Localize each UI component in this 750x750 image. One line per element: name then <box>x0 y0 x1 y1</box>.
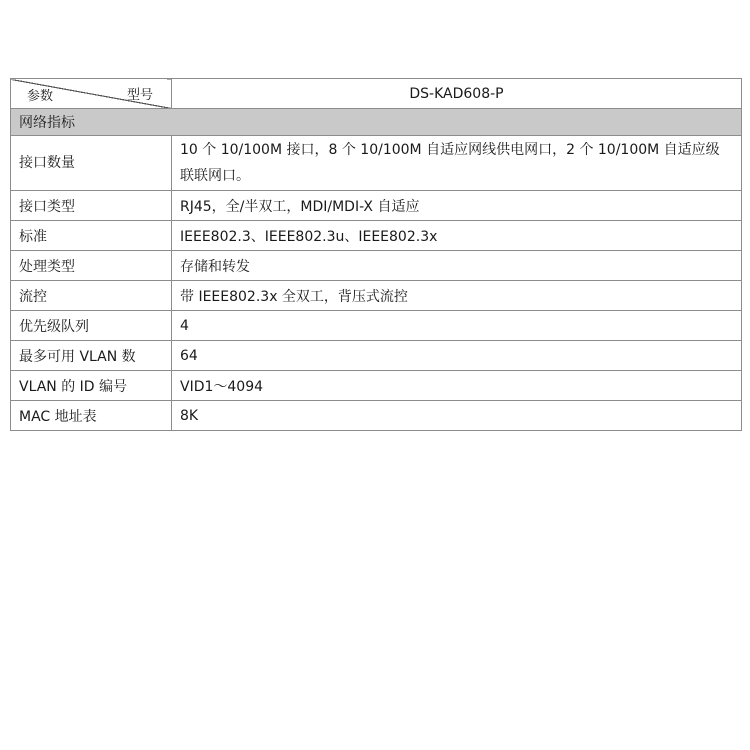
table-row <box>11 311 742 341</box>
row-value: VID1～4094 <box>172 371 742 401</box>
model-value: DS-KAD608-P <box>172 79 742 109</box>
model-label: 型号 <box>126 88 153 103</box>
row-label: 流控 <box>11 281 172 311</box>
table-row <box>11 221 742 251</box>
row-label: VLAN 的 ID 编号 <box>11 371 172 401</box>
row-label: MAC 地址表 <box>11 401 172 431</box>
row-value: 带 IEEE802.3x 全双工，背压式流控 <box>172 281 742 311</box>
row-label: 优先级队列 <box>11 311 172 341</box>
section-title: 网络指标 <box>11 109 742 136</box>
table-row <box>11 281 742 311</box>
row-value: 8K <box>172 401 742 431</box>
table-row <box>11 341 742 371</box>
table-row <box>11 371 742 401</box>
row-label: 最多可用 VLAN 数 <box>11 341 172 371</box>
row-value: RJ45，全/半双工，MDI/MDI-X 自适应 <box>172 191 742 221</box>
table-row <box>11 251 742 281</box>
table-row <box>11 136 742 191</box>
row-value: IEEE802.3、IEEE802.3u、IEEE802.3x <box>172 221 742 251</box>
spec-table <box>10 78 742 431</box>
row-value: 4 <box>172 311 742 341</box>
row-value: 存储和转发 <box>172 251 742 281</box>
table-row <box>11 401 742 431</box>
table-row <box>11 191 742 221</box>
row-label: 标准 <box>11 221 172 251</box>
header-row <box>11 79 742 109</box>
section-row <box>11 109 742 136</box>
header-diagonal-cell <box>11 79 172 109</box>
param-label: 参数 <box>27 89 54 104</box>
row-label: 接口数量 <box>11 136 172 191</box>
row-value: 64 <box>172 341 742 371</box>
row-label: 处理类型 <box>11 251 172 281</box>
row-label: 接口类型 <box>11 191 172 221</box>
row-value: 10 个 10/100M 接口，8 个 10/100M 自适应网线供电网口，2 个 10/100M 自适应级联联网口。 <box>172 136 742 191</box>
